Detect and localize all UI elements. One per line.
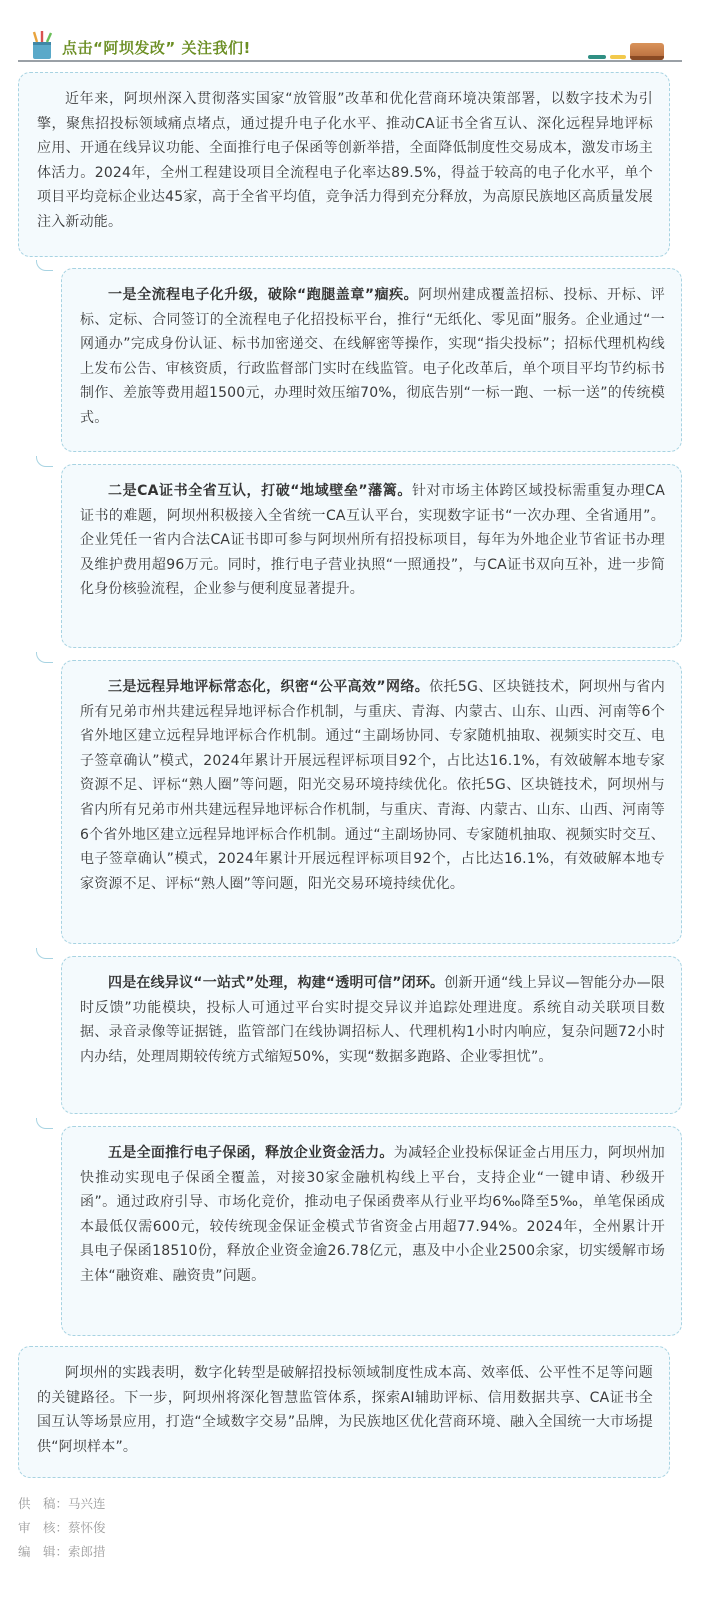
conclusion-paragraph: 阿坝州的实践表明，数字化转型是破解招投标领域制度性成本高、效率低、公平性不足等问题的关键路径。下一步，阿坝州将深化智慧监管体系，探索AI辅助评标、信用数据共享、CA证书全国互认等场景应用，打造“全域数字交易”品牌，为民族地区优化营商环境、融入全国统一大市场提供“阿坝样本”。 (37, 1365, 653, 1455)
connector-curl (36, 948, 53, 959)
credit-value: 马兴连 (68, 1496, 106, 1511)
credit-value: 索郎措 (68, 1544, 106, 1559)
section-heading: 四是在线异议“一站式”处理，构建“透明可信”闭环。 (108, 975, 445, 991)
section-heading: 三是远程异地评标常态化，织密“公平高效”网络。 (108, 679, 430, 695)
credit-label: 供 稿： (18, 1496, 69, 1511)
section-paragraph (80, 971, 665, 1069)
connector-curl (36, 260, 53, 271)
section-body: 阿坝州建成覆盖招标、投标、开标、评标、定标、合同签订的全流程电子化招投标平台，推行“无纸化、零见面”服务。企业通过“一网通办”完成身份认证、标书加密递交、在线解密等操作，实现“指尖投标”；招标代理机构线上发布公告、审核资质，行政监督部门实时在线监管。电子化改革后，单个项目平均节约标书制作、差旅等费用超1500元，办理时效压缩70%，彻底告别“一标一跑、一标一送”的传统模式。 (80, 287, 665, 426)
credit-label: 审 核： (18, 1520, 69, 1535)
section-box-2 (61, 464, 682, 648)
section-box-5 (61, 1126, 682, 1336)
section-body: 依托5G、区块链技术，阿坝州与省内所有兄弟市州共建远程异地评标合作机制，与重庆、青海、内蒙古、山东、山西、河南等6个省外地区建立远程异地评标合作机制。通过“主副场协同、专家随机抽取、视频实时交互、电子签章确认”模式，2024年累计开展远程评标项目92个，占比达16.1%，有效破解本地专家资源不足、评标“熟人圈”等问题，阳光交易环境持续优化。依托5G、区块链技术，阿坝州与省内所有兄弟市州共建远程异地评标合作机制，与重庆、青海、内蒙古、山东、山西、河南等6个省外地区建立远程异地评标合作机制。通过“主副场协同、专家随机抽取、视频实时交互、电子签章确认”模式，2024年累计开展远程评标项目92个，占比达16.1%，有效破解本地专家资源不足、评标“熟人圈”等问题，阳光交易环境持续优化。 (80, 679, 665, 892)
intro-box (18, 72, 670, 257)
header-divider (18, 60, 682, 62)
section-heading: 一是全流程电子化升级，破除“跑腿盖章”痼疾。 (108, 287, 419, 303)
section-heading: 二是CA证书全省互认，打破“地域壁垒”藩篱。 (108, 483, 412, 499)
credit-value: 蔡怀俊 (68, 1520, 106, 1535)
section-paragraph (80, 479, 665, 602)
connector-curl (36, 1118, 53, 1129)
section-heading: 五是全面推行电子保函，释放企业资金活力。 (108, 1145, 394, 1161)
credit-contributor (18, 1492, 106, 1516)
pencil-cup-icon (28, 30, 58, 60)
connector-curl (36, 652, 53, 663)
connector-curl (36, 456, 53, 467)
section-body: 为减轻企业投标保证金占用压力，阿坝州加快推动实现电子保函全覆盖，对接30家金融机构线上平台，支持企业“一键申请、秒级开函”。通过政府引导、市场化竞价，推动电子保函费率从行业平均6‰降至5‰，单笔保函成本最低仅需600元，较传统现金保证金模式节省资金占用超77.94%。2024年，全州累计开具电子保函18510份，释放企业资金逾26.78亿元，惠及中小企业2500余家，切实缓解市场主体“融资难、融资贵”问题。 (80, 1145, 665, 1284)
decor-dash (588, 55, 606, 59)
header-title[interactable]: 点击“阿坝发改” 关注我们! (62, 39, 251, 57)
book-icon (630, 43, 664, 60)
credits (18, 1492, 106, 1564)
section-paragraph (80, 675, 665, 896)
page-header (18, 28, 682, 64)
credit-reviewer (18, 1516, 106, 1540)
section-box-1 (61, 268, 682, 452)
section-paragraph (80, 283, 665, 431)
credit-label: 编 辑： (18, 1544, 69, 1559)
section-box-3 (61, 660, 682, 944)
section-paragraph (80, 1141, 665, 1289)
conclusion-box (18, 1346, 670, 1478)
section-body: 创新开通“线上异议—智能分办—限时反馈”功能模块，投标人可通过平台实时提交异议并追踪处理进度。系统自动关联项目数据、录音录像等证据链，监管部门在线协调招标人、代理机构1小时内响应，复杂问题72小时内办结，处理周期较传统方式缩短50%，实现“数据多跑路、企业零担忧”。 (80, 975, 665, 1065)
credit-editor (18, 1540, 106, 1564)
decor-dash (610, 55, 626, 59)
intro-paragraph: 近年来，阿坝州深入贯彻落实国家“放管服”改革和优化营商环境决策部署，以数字技术为引擎，聚焦招投标领域痛点堵点，通过提升电子化水平、推动CA证书全省互认、深化远程异地评标应用、开通在线异议功能、全面推行电子保函等创新举措，全面降低制度性交易成本，激发市场主体活力。2024年，全州工程建设项目全流程电子化率达89.5%，得益于较高的电子化水平，单个项目平均竞标企业达45家，高于全省平均值，竞争活力得到充分释放，为高原民族地区高质量发展注入新动能。 (37, 91, 653, 230)
section-body: 针对市场主体跨区域投标需重复办理CA证书的难题，阿坝州积极接入全省统一CA互认平台，实现数字证书“一次办理、全省通用”。企业凭任一省内合法CA证书即可参与阿坝州所有招投标项目，每年为外地企业节省证书办理及维护费用超96万元。同时，推行电子营业执照“一照通投”，与CA证书双向互补，进一步简化身份核验流程，企业参与便利度显著提升。 (80, 483, 665, 598)
section-box-4 (61, 956, 682, 1114)
